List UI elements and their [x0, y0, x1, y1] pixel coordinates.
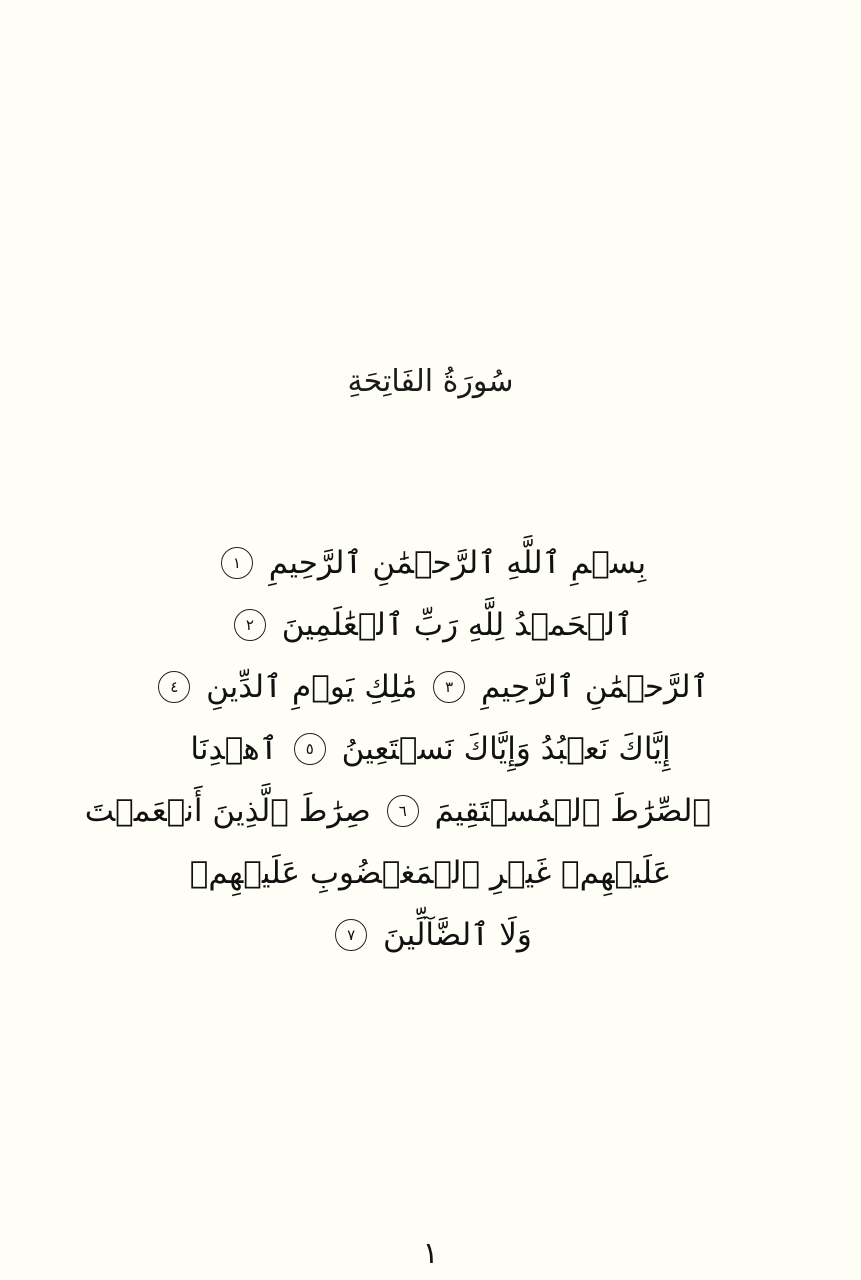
verse-line	[150, 904, 711, 966]
verse-line	[150, 718, 711, 780]
verse-text: ٱلصِّرَٰطَ ٱلۡمُسۡتَقِيمَ	[434, 793, 711, 829]
verse-text: عَلَيۡهِمۡ غَيۡرِ ٱلۡمَغۡضُوبِ عَلَيۡهِمۡ	[189, 855, 672, 891]
verse-text: بِسۡمِ ٱللَّهِ ٱلرَّحۡمَٰنِ ٱلرَّحِيمِ	[268, 545, 647, 581]
verse-line	[84, 780, 711, 842]
verse-text: ٱهۡدِنَا	[190, 731, 278, 767]
verse-text: مَٰلِكِ يَوۡمِ ٱلدِّينِ	[206, 669, 418, 705]
ayah-number-marker: ٧	[335, 919, 367, 951]
verse-line	[150, 656, 711, 718]
ayah-number-marker: ٤	[158, 671, 190, 703]
ayah-number-marker: ٣	[433, 671, 465, 703]
verse-line	[150, 842, 711, 904]
verses-block	[84, 532, 711, 966]
ayah-number-marker: ٦	[387, 795, 419, 827]
verse-text: وَلَا ٱلضَّآلِّينَ	[383, 917, 532, 953]
ayah-number-marker: ٥	[294, 733, 326, 765]
surah-title: سُورَةُ الفَاتِحَةِ	[347, 364, 514, 399]
verse-text: ٱلۡحَمۡدُ لِلَّهِ رَبِّ ٱلۡعَٰلَمِينَ	[281, 607, 634, 643]
page-number: ١	[422, 1236, 439, 1271]
verse-text: صِرَٰطَ ٱلَّذِينَ أَنۡعَمۡتَ	[84, 793, 371, 829]
verse-text: ٱلرَّحۡمَٰنِ ٱلرَّحِيمِ	[481, 669, 709, 705]
verse-line	[150, 594, 711, 656]
ayah-number-marker: ٢	[234, 609, 266, 641]
verse-line	[150, 532, 711, 594]
ayah-number-marker: ١	[221, 547, 253, 579]
verse-text: إِيَّاكَ نَعۡبُدُ وَإِيَّاكَ نَسۡتَعِينُ	[341, 731, 671, 767]
